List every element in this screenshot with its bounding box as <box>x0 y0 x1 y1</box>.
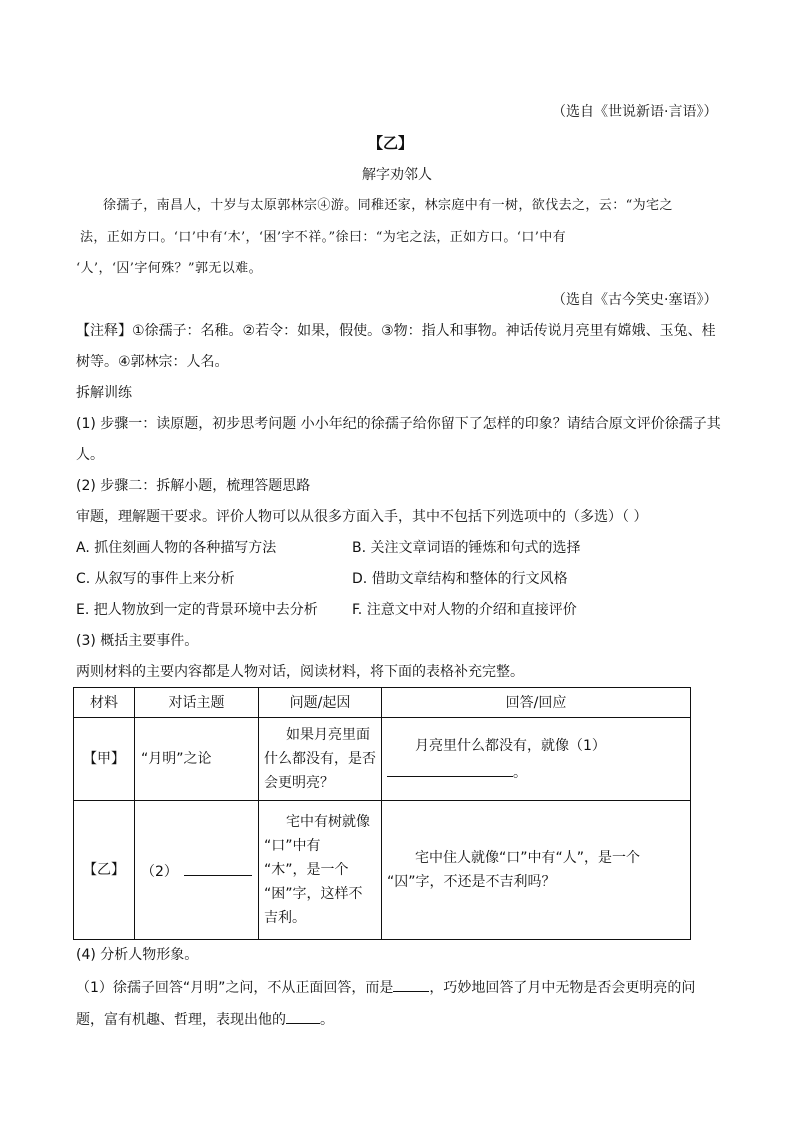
row-yi-answer-line: “囚”字，不还是不吉利吗？ <box>387 874 556 890</box>
answer-blank-2[interactable] <box>184 857 252 876</box>
dialogue-table <box>73 687 691 940</box>
option-f: F. 注意文中对人物的介绍和直接评价 <box>352 602 577 618</box>
question-4-text-b: ，巧妙地回答了月中无物是否会更明亮的问 <box>429 980 696 996</box>
source-citation-a: （选自《世说新语·言语》） <box>552 104 718 120</box>
question-4-line-2 <box>76 1008 334 1030</box>
row-yi-cause-line: “口”中有 <box>264 838 321 854</box>
question-2-title: (2) 步骤二：拆解小题，梳理答题思路 <box>76 478 311 494</box>
question-1-line-2: 人。 <box>76 447 104 463</box>
annotation-line-2: 树等。④郭林宗：人名。 <box>76 354 229 370</box>
row-jia-answer-line: 月亮里什么都没有，就像（1） <box>415 737 606 754</box>
section-marker-b: 【乙】 <box>368 134 414 152</box>
question-4-text-d: 。 <box>320 1012 334 1028</box>
answer-blank-3[interactable] <box>393 976 429 992</box>
option-e: E. 把人物放到一定的背景环境中去分析 <box>76 602 318 618</box>
row-jia-cause-line: 会更明亮？ <box>264 775 334 791</box>
row-yi-answer-line: 宅中住人就像“口”中有“人”，是一个 <box>415 850 641 866</box>
table-header-row <box>74 688 691 718</box>
question-4-text-c: 题，富有机趣、哲理，表现出他的 <box>76 1012 286 1028</box>
table-row <box>74 801 691 940</box>
question-3-title: (3) 概括主要事件。 <box>76 633 199 649</box>
row-jia-answer-tail: 。 <box>513 764 527 781</box>
row-yi-cause-line: “木”，是一个 <box>264 862 349 878</box>
row-jia-answer-blank-line <box>387 758 686 785</box>
row-yi-material: 【乙】 <box>74 801 135 940</box>
table-header-material: 材料 <box>74 688 135 718</box>
annotation-line-1: 【注释】①徐孺子：名稚。②若令：如果，假使。③物：指人和事物。神话传说月亮里有嫦娥、玉兔、桂 <box>76 323 716 339</box>
passage-b-line-3: ‘人’，‘囚’字何殊？”郭无以难。 <box>76 261 262 276</box>
passage-b-line-2: 法，正如方口。‘口’中有‘木’，‘困’字不祥。”徐曰：“为宅之法，正如方口。‘口’中有 <box>80 230 567 245</box>
row-jia-cause-line: 什么都没有，是否 <box>264 751 376 767</box>
question-1-line-1: (1) 步骤一：读原题，初步思考问题 小小年纪的徐孺子给你留下了怎样的印象？请结合原文评价徐孺子其 <box>76 416 721 432</box>
row-yi-answer <box>382 801 691 940</box>
row-yi-cause <box>259 801 382 940</box>
question-4-title: (4) 分析人物形象。 <box>76 947 199 963</box>
row-yi-topic <box>135 801 259 940</box>
table-row <box>74 718 691 801</box>
table-header-topic: 对话主题 <box>135 688 259 718</box>
row-yi-cause-line: 吉利。 <box>264 910 306 926</box>
row-yi-cause-line: “困”字，这样不 <box>264 886 363 902</box>
row-jia-answer <box>382 718 691 801</box>
row-jia-topic: “月明”之论 <box>135 718 259 801</box>
row-jia-material: 【甲】 <box>74 718 135 801</box>
question-4-text-a: （1）徐孺子回答“月明”之问，不从正面回答，而是 <box>76 980 394 996</box>
table-header-answer: 回答/回应 <box>382 688 691 718</box>
row-yi-topic-prefix: （2） <box>141 863 178 880</box>
question-4-line-1 <box>76 976 695 998</box>
answer-blank-4[interactable] <box>286 1008 320 1024</box>
source-citation-b: （选自《古今笑史·塞语》） <box>552 292 718 308</box>
option-a: A. 抓住刻画人物的各种描写方法 <box>76 540 277 556</box>
answer-blank-1[interactable] <box>387 758 513 777</box>
row-jia-cause-line: 如果月亮里面 <box>286 727 370 743</box>
row-yi-cause-line: 宅中有树就像 <box>286 814 370 830</box>
row-jia-cause <box>259 718 382 801</box>
table-header-cause: 问题/起因 <box>259 688 382 718</box>
passage-b-line-1: 徐孺子，南昌人，十岁与太原郭林宗④游。同稚还家，林宗庭中有一树，欲伐去之，云：“为宅之 <box>103 198 673 213</box>
option-c: C. 从叙写的事件上来分析 <box>76 571 235 587</box>
training-title: 拆解训练 <box>76 385 132 401</box>
passage-title-b: 解字劝邻人 <box>362 167 432 183</box>
option-b: B. 关注文章词语的锤炼和句式的选择 <box>352 540 581 556</box>
option-d: D. 借助文章结构和整体的行文风格 <box>352 571 568 587</box>
question-3-prompt: 两则材料的主要内容都是人物对话，阅读材料，将下面的表格补充完整。 <box>76 664 524 680</box>
question-2-prompt: 审题，理解题干要求。评价人物可以从很多方面入手，其中不包括下列选项中的（多选）（ ） <box>76 509 648 525</box>
